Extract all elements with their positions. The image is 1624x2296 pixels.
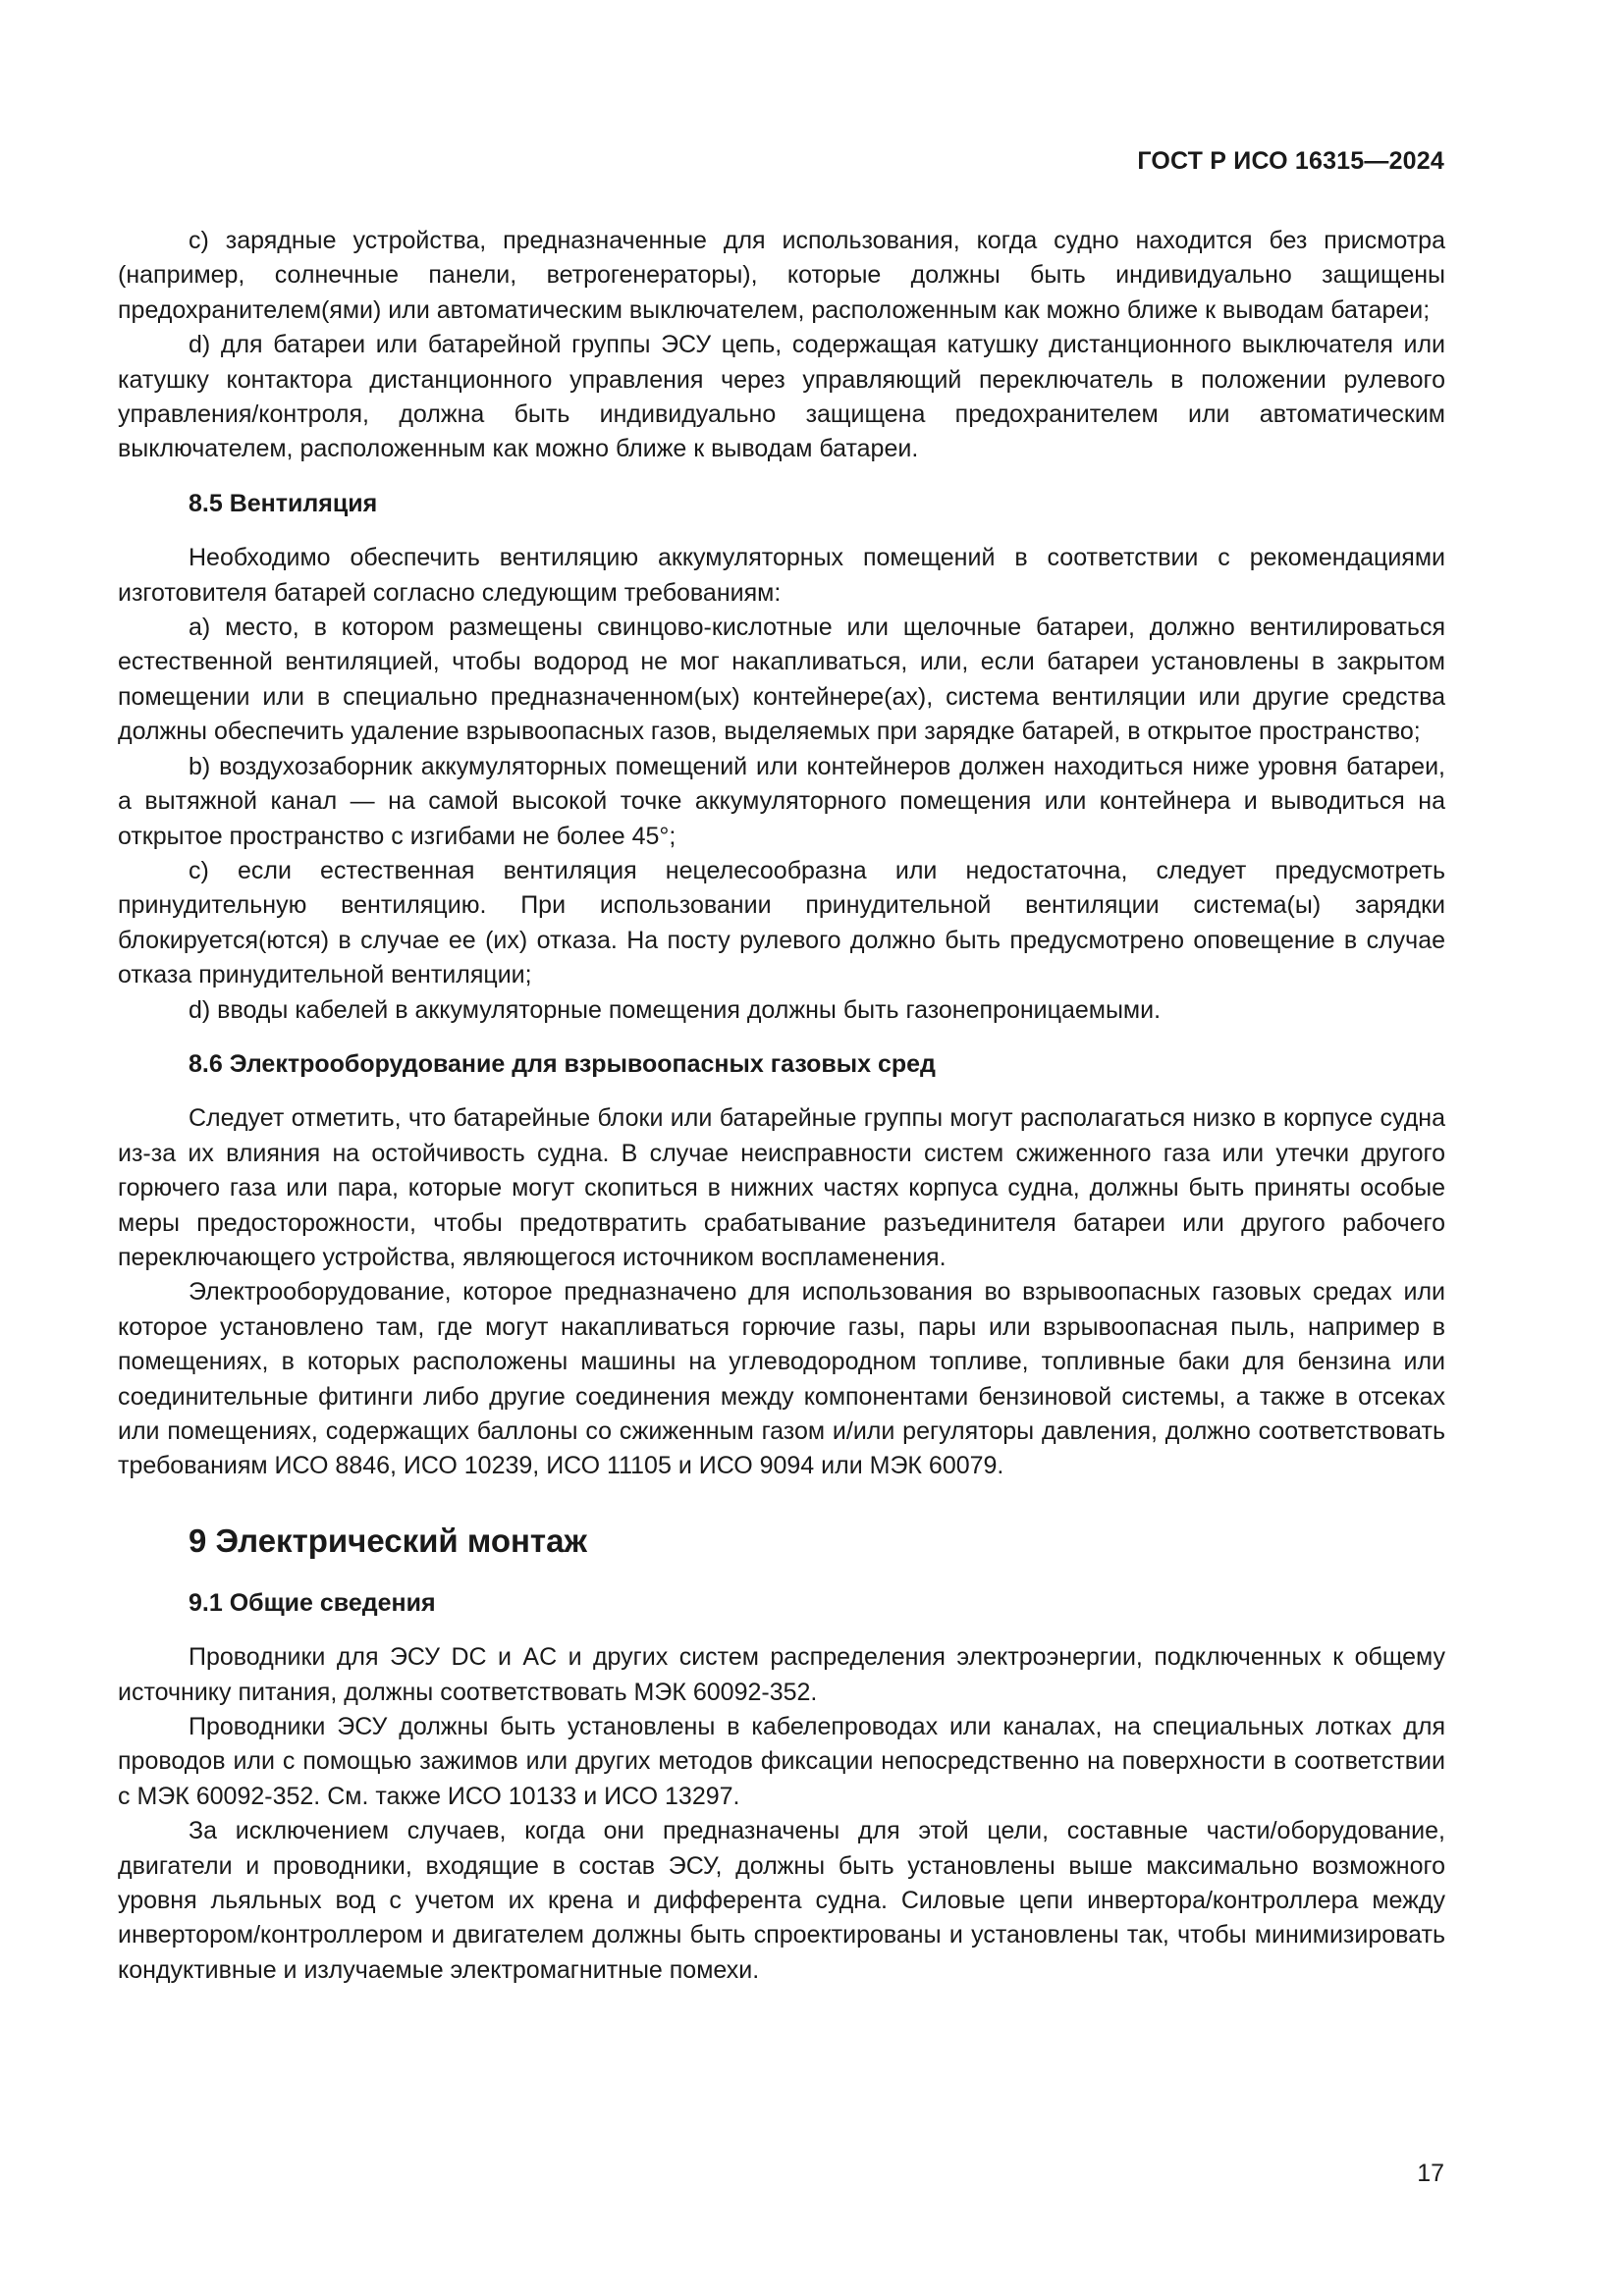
section-8-5-item-c: c) если естественная вентиляция нецелесообразна или недостаточна, следует предусмотреть принудительную вентиляцию. При использовании принудительной вентиляции система(ы) зарядки блокируется(ются) в случае ее (их) отказа. На посту рулевого должно быть предусмотрено оповещение в случае отказа принудительной вентиляции; bbox=[118, 856, 1445, 989]
document-standard-id: ГОСТ Р ИСО 16315—2024 bbox=[1137, 147, 1444, 175]
section-8-5-item-a: a) место, в котором размещены свинцово-кислотные или щелочные батареи, должно вентилироваться естественной вентиляцией, чтобы водород не мог накапливаться, или, если батареи установлены в закрытом помещении или в специально предназначенном(ых) контейнере(ах), система вентиляции или другие средства должны обеспечить удаление взрывоопасных газов, выделяемых при зарядке батарей, в открытое пространство; bbox=[118, 614, 1445, 746]
section-8-5-intro: Необходимо обеспечить вентиляцию аккумуляторных помещений в соответствии с рекомендациями изготовителя батарей согласно следующим требованиям: bbox=[118, 544, 1445, 607]
document-body bbox=[118, 224, 1445, 1988]
section-8-6-heading: 8.6 Электрооборудование для взрывоопасных газовых сред bbox=[189, 1049, 936, 1078]
section-8-6-paragraph-1: Следует отметить, что батарейные блоки или батарейные группы могут располагаться низко в корпусе судна из-за их влияния на остойчивость судна. В случае неисправности систем сжиженного газа или утечки другого горючего газа или пара, которые могут скопиться в нижних частях корпуса судна, должны быть приняты особые меры предосторожности, чтобы предотвратить срабатывание разъединителя батареи или другого рабочего переключающего устройства, являющегося источником воспламенения. bbox=[118, 1104, 1445, 1271]
section-8-5-item-b: b) воздухозаборник аккумуляторных помещений или контейнеров должен находиться ниже уровня батареи, а вытяжной канал — на самой высокой точке аккумуляторного помещения или контейнера и выводиться на открытое пространство с изгибами не более 45°; bbox=[118, 752, 1445, 850]
section-9-heading: 9 Электрический монтаж bbox=[189, 1522, 587, 1559]
section-8-6-paragraph-2: Электрооборудование, которое предназначено для использования во взрывоопасных газовых средах или которое установлено там, где могут накапливаться горючие газы, пары или взрывоопасная пыль, например в помещениях, в которых расположены машины на углеводородном топливе, топливные баки для бензина или соединительные фитинги либо другие соединения между компонентами бензиновой системы, а также в отсеках или помещениях, содержащих баллоны со сжиженным газом и/или регуляторы давления, должно соответствовать требованиям ИСО 8846, ИСО 10239, ИСО 11105 и ИСО 9094 или МЭК 60079. bbox=[118, 1278, 1445, 1480]
page-number: 17 bbox=[1417, 2160, 1444, 2187]
section-9-1-heading: 9.1 Общие сведения bbox=[189, 1588, 436, 1617]
list-item-d-remote-switch-circuit: d) для батареи или батарейной группы ЭСУ цепь, содержащая катушку дистанционного выключателя или катушку контактора дистанционного управления через управляющий переключатель в положении рулевого управления/контроля, должна быть индивидуально защищена предохранителем или автоматическим выключателем, расположенным как можно ближе к выводам батареи. bbox=[118, 331, 1445, 463]
section-9-1-paragraph-1: Проводники для ЭСУ DC и AC и других систем распределения электроэнергии, подключенных к общему источнику питания, должны соответствовать МЭК 60092-352. bbox=[118, 1643, 1445, 1706]
section-9-1-paragraph-2: Проводники ЭСУ должны быть установлены в кабелепроводах или каналах, на специальных лотках для проводов или с помощью зажимов или других методов фиксации непосредственно на поверхности в соответствии с МЭК 60092-352. См. также ИСО 10133 и ИСО 13297. bbox=[118, 1713, 1445, 1810]
section-9-1-paragraph-3: За исключением случаев, когда они предназначены для этой цели, составные части/оборудование, двигатели и проводники, входящие в состав ЭСУ, должны быть установлены выше максимально возможного уровня льяльных вод с учетом их крена и дифферента судна. Силовые цепи инвертора/контроллера между инвертором/контроллером и двигателем должны быть спроектированы и установлены так, чтобы минимизировать кондуктивные и излучаемые электромагнитные помехи. bbox=[118, 1817, 1445, 1984]
list-item-c-chargers: c) зарядные устройства, предназначенные для использования, когда судно находится без присмотра (например, солнечные панели, ветрогенераторы), которые должны быть индивидуально защищены предохранителем(ями) или автоматическим выключателем, расположенным как можно ближе к выводам батареи; bbox=[118, 227, 1445, 324]
section-8-5-heading: 8.5 Вентиляция bbox=[189, 489, 378, 517]
section-8-5-item-d: d) вводы кабелей в аккумуляторные помещения должны быть газонепроницаемыми. bbox=[189, 995, 1162, 1024]
